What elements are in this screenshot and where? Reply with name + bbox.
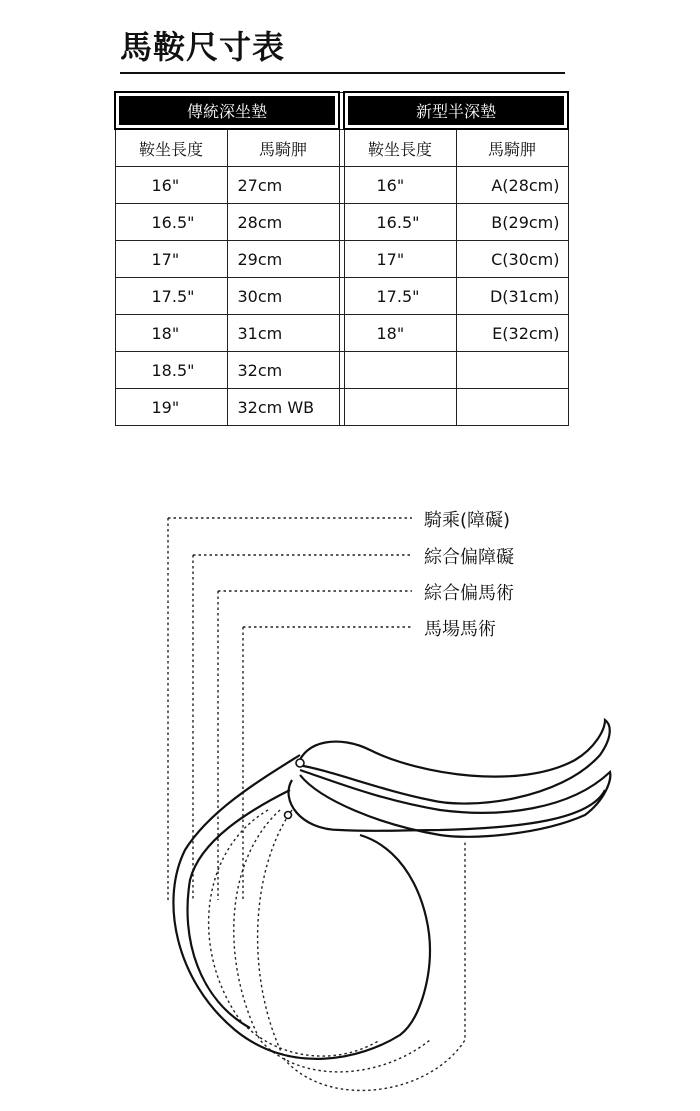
table-cell: 18" <box>344 315 456 352</box>
table-cell: 32cm <box>227 352 339 389</box>
table-row <box>115 167 568 204</box>
table-cell: 17" <box>344 241 456 278</box>
label-dressage: 馬場馬術 <box>424 619 496 640</box>
saddle-profile-diagram <box>0 480 700 1107</box>
table-cell: 17.5" <box>115 278 227 315</box>
table-row <box>115 204 568 241</box>
table-row <box>115 389 568 426</box>
title-underline <box>120 72 565 74</box>
table-cell: 16.5" <box>344 204 456 241</box>
table-cell: 32cm WB <box>227 389 339 426</box>
col-header-withers-right: 馬騎胛 <box>456 129 568 167</box>
table-cell: 17.5" <box>344 278 456 315</box>
table-cell: 27cm <box>227 167 339 204</box>
table-row <box>115 241 568 278</box>
table-cell: 30cm <box>227 278 339 315</box>
table-cell <box>456 352 568 389</box>
table-cell: 29cm <box>227 241 339 278</box>
table-cell: 18" <box>115 315 227 352</box>
group-header-new: 新型半深墊 <box>344 92 568 129</box>
table-header-row <box>115 129 568 167</box>
page-title: 馬鞍尺寸表 <box>120 28 286 66</box>
group-header-traditional: 傳統深坐墊 <box>115 92 339 129</box>
table-cell: C(30cm) <box>456 241 568 278</box>
table-cell <box>344 389 456 426</box>
saddle-size-table <box>114 91 569 426</box>
label-jumping: 騎乘(障礙) <box>424 510 511 531</box>
table-cell <box>344 352 456 389</box>
table-cell: 18.5" <box>115 352 227 389</box>
table-cell: D(31cm) <box>456 278 568 315</box>
saddle-stud <box>285 812 292 819</box>
table-cell <box>456 389 568 426</box>
table-cell: A(28cm) <box>456 167 568 204</box>
table-cell: 17" <box>115 241 227 278</box>
table-row <box>115 352 568 389</box>
table-row <box>115 278 568 315</box>
label-general-jump: 綜合偏障礙 <box>424 547 514 568</box>
saddle-panel <box>289 780 605 831</box>
saddle-dee-ring <box>296 759 304 767</box>
table-cell: 16" <box>344 167 456 204</box>
col-header-withers-left: 馬騎胛 <box>227 129 339 167</box>
table-cell: 28cm <box>227 204 339 241</box>
table-cell: E(32cm) <box>456 315 568 352</box>
table-row <box>115 315 568 352</box>
table-cell: 19" <box>115 389 227 426</box>
saddle-seat <box>298 720 610 804</box>
col-header-seat-length-left: 鞍坐長度 <box>115 129 227 167</box>
flap-outline-general-jump <box>209 810 380 1056</box>
flap-outline-general-dressage <box>234 810 430 1072</box>
table-group-header-row <box>115 92 568 129</box>
col-header-seat-length-right: 鞍坐長度 <box>344 129 456 167</box>
table-cell: 31cm <box>227 315 339 352</box>
label-general-dressage: 綜合偏馬術 <box>424 583 514 604</box>
saddle-illustration <box>0 480 700 1107</box>
table-cell: B(29cm) <box>456 204 568 241</box>
table-cell: 16" <box>115 167 227 204</box>
table-cell: 16.5" <box>115 204 227 241</box>
